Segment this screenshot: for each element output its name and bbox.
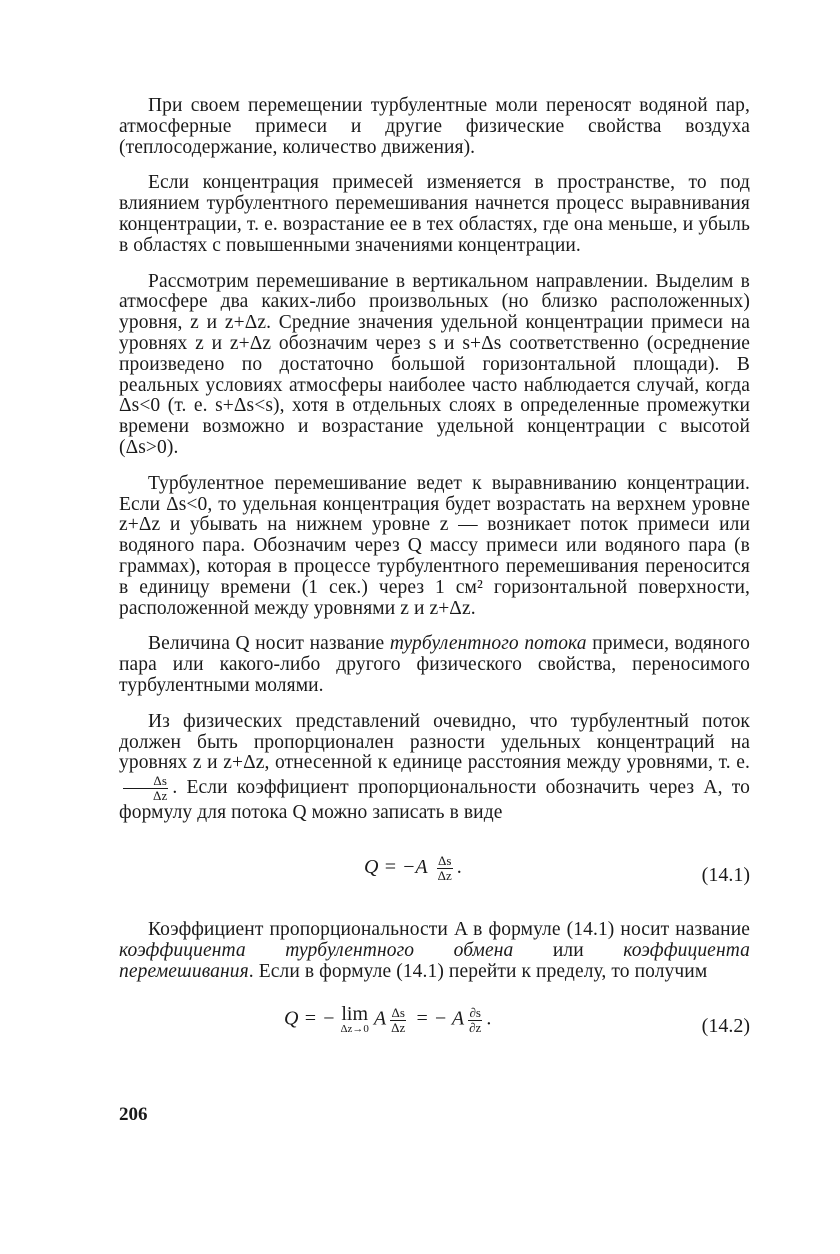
- formula-14-2-tail: .: [486, 1007, 492, 1030]
- formula-14-1: [119, 846, 750, 898]
- paragraph-1: При своем перемещении турбулентные моли переносят водяной пар, атмосферные примеси и другие физические свойства воздуха (теплосодержание, количество движения).: [119, 95, 750, 158]
- formula-14-2-expression: [284, 1005, 491, 1035]
- paragraph-6-text-a: Из физических представлений очевидно, что турбулентный поток должен быть пропорционален разности удельных концентраций на уровнях z и z+Δz, отнесенной к единице расстояния между уровнями, т. е.: [119, 710, 750, 774]
- paragraph-4: Турбулентное перемешивание ведет к выравниванию концентрации. Если Δs<0, то удельная концентрация будет возрастать на верхнем уровне z+Δz и убывать на нижнем уровне z — возникает поток примеси или водяного пара. Обозначим через Q массу примеси или водяного пара (в граммах), которая в процессе турбулентного перемешивания переносится в единицу времени (1 сек.) через 1 см² горизонтальной поверхности, расположенной между уровнями z и z+Δz.: [119, 472, 750, 619]
- formula-14-1-tail: .: [456, 856, 462, 878]
- limit-label: lim: [341, 1003, 368, 1026]
- formula-14-2-coefficient: A: [373, 1007, 387, 1030]
- paragraph-6-text-b: . Если коэффициент пропорциональности обозначить через A, то формулу для потока Q можно записать в виде: [119, 777, 750, 824]
- formula-14-2-lhs: Q = −: [284, 1007, 336, 1030]
- formula-14-2: [119, 997, 750, 1049]
- formula-14-1-fraction: [437, 854, 453, 883]
- page-body: [119, 96, 750, 1071]
- paragraph-3: Рассмотрим перемешивание в вертикальном направлении. Выделим в атмосфере два каких-либо произвольных (но близко расположенных) уровня, z и z+Δz. Средние значения удельной концентрации примеси на уровнях z и z+Δz обозначим через s и s+Δs соответственно (осреднение произведено по достаточно большой горизонтальной площади). В реальных условиях атмосферы наиболее часто наблюдается случай, когда Δs<0 (т. е. s+Δs<s), хотя в отдельных слоях в определенные промежутки времени возможно и возрастание удельной концентрации с высотой (Δs>0).: [119, 270, 750, 458]
- paragraph-6: [119, 712, 750, 824]
- formula-14-1-expression: [364, 854, 462, 883]
- formula-14-2-equals: = − A: [415, 1007, 465, 1030]
- page-number: 206: [119, 1104, 148, 1125]
- equation-number-14-1: (14.1): [701, 863, 750, 886]
- fraction-1-numerator: Δs: [391, 1004, 405, 1020]
- paragraph-5-text-b: примеси, водяного пара или какого-либо другого физического свойства, переносимого турбулентными молями.: [119, 633, 751, 696]
- limit-subscript: Δz→0: [340, 1023, 369, 1036]
- formula-14-1-numerator: Δs: [438, 852, 452, 868]
- fraction-2-numerator: ∂s: [469, 1004, 481, 1020]
- inline-fraction-numerator: Δs: [123, 774, 168, 789]
- inline-fraction-denominator: Δz: [153, 788, 168, 804]
- formula-14-2-fraction-2: [468, 1006, 482, 1035]
- equation-number-14-2: (14.2): [701, 1015, 750, 1038]
- limit-operator: [340, 1005, 368, 1035]
- formula-14-1-lhs: Q = −A: [364, 856, 428, 878]
- term-turbulent-flux: турбулентного потока: [389, 633, 587, 655]
- formula-14-2-fraction-1: [390, 1006, 406, 1035]
- inline-fraction: [123, 774, 168, 803]
- paragraph-5: [119, 634, 750, 696]
- paragraph-2: Если концентрация примесей изменяется в пространстве, то под влиянием турбулентного перемешивания начнется процесс выравнивания концентрации, т. е. возрастание ее в тех областях, где она меньше, и убыль в областях с повышенными значениями концентрации.: [119, 172, 750, 256]
- term-exchange-coefficient: коэффициента турбулентного обмена: [119, 939, 514, 961]
- paragraph-7-text-a: Коэффициент пропорциональности A в формуле (14.1) носит название: [148, 918, 750, 940]
- fraction-1-denominator: Δz: [391, 1019, 406, 1035]
- paragraph-7-text-mid: или: [513, 939, 624, 961]
- formula-14-1-denominator: Δz: [437, 867, 452, 883]
- fraction-2-denominator: ∂z: [469, 1019, 482, 1035]
- term-mixing-coefficient: коэффициента перемешивания: [119, 939, 750, 982]
- paragraph-7: [119, 920, 750, 982]
- paragraph-7-text-b: . Если в формуле (14.1) перейти к пределу, то получим: [248, 960, 708, 982]
- paragraph-5-text-a: Величина Q носит название: [148, 633, 390, 655]
